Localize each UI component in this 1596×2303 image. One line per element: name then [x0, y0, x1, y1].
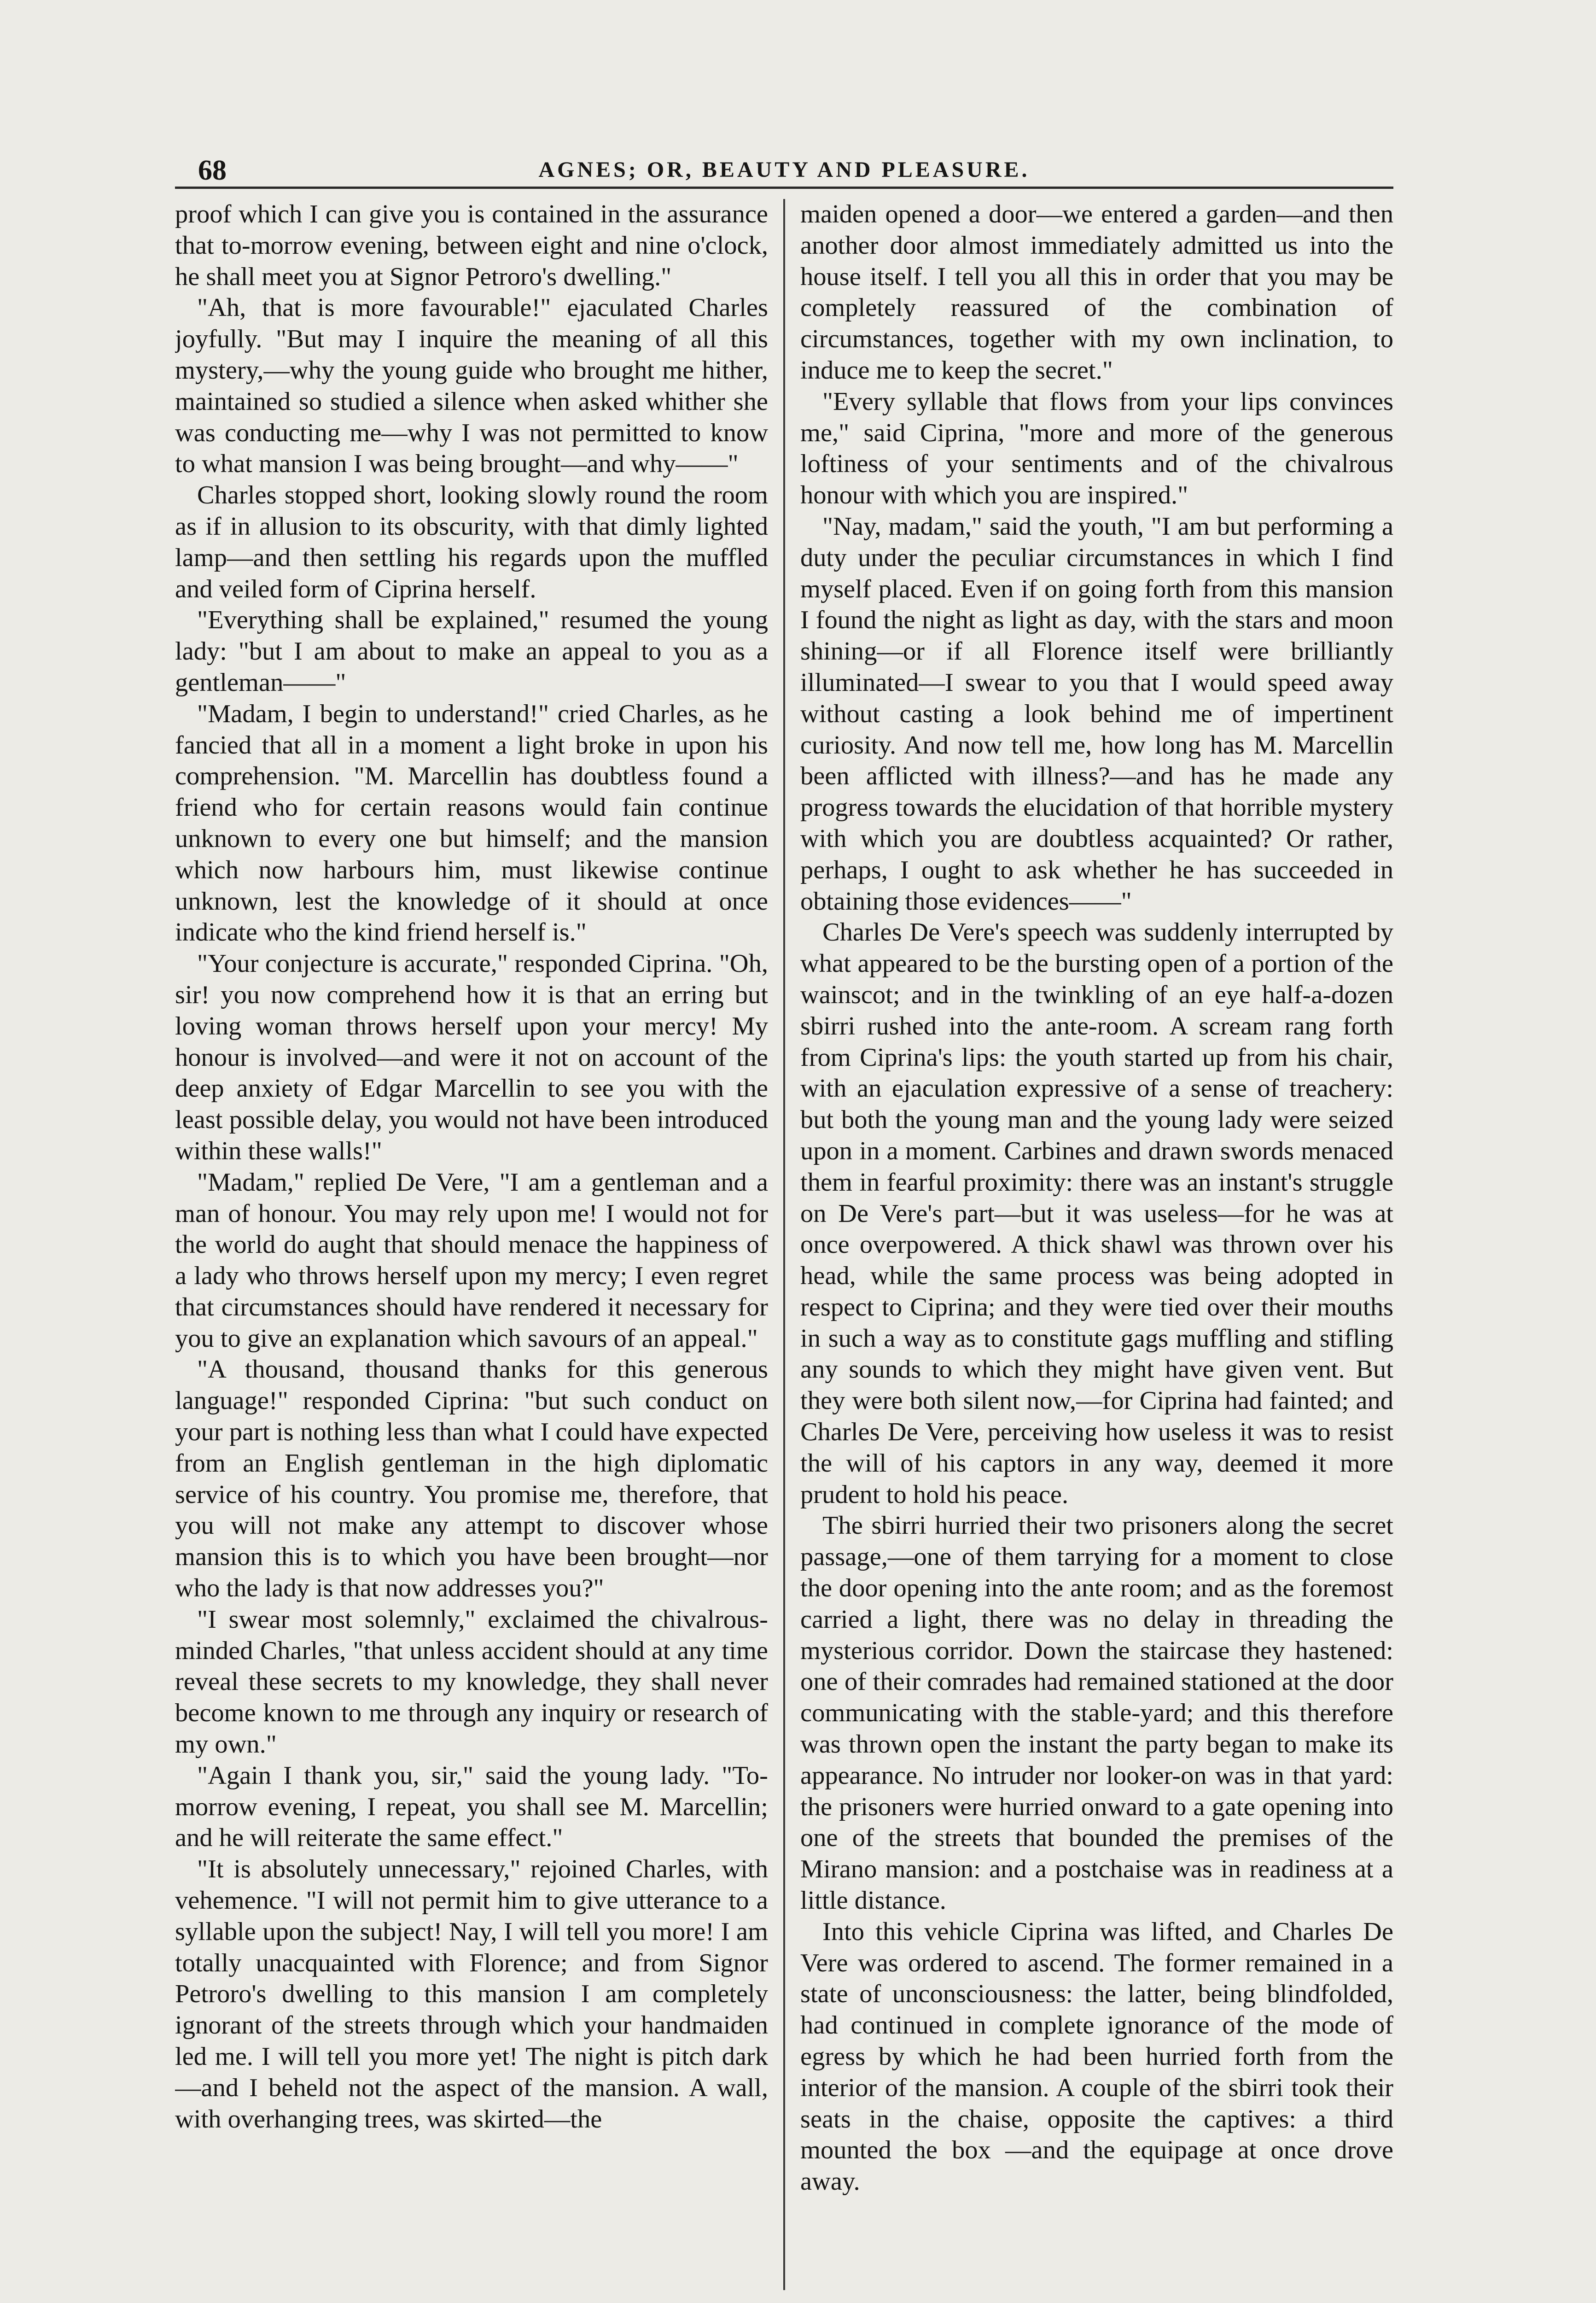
column-divider	[783, 199, 788, 2290]
text-columns	[175, 199, 1393, 2290]
paragraph: proof which I can give you is contained in the assurance that to-morrow evening, between eight and nine o'clock, he shall meet you at Signor Petroro's dwelling."	[175, 200, 768, 291]
paragraph: "Ah, that is more favourable!" ejaculated Charles joyfully. "But may I inquire the meaning of all this mystery,—why the young guide who brought me hither, maintained so studied a silence when asked whither she was conducting me—why I was not permitted to know to what mansion I was being brought—and why——"	[175, 293, 768, 479]
running-title: AGNES; OR, BEAUTY AND PLEASURE.	[538, 158, 1030, 182]
paragraph: "Everything shall be explained," resumed the young lady: "but I am about to make an appeal to you as a gentleman——"	[175, 606, 768, 697]
paragraph: maiden opened a door—we entered a garden—and then another door almost immediately admitted us into the house itself. I tell you all this in order that you may be completely reassured of the combination of circumstances, together with my own inclination, to induce me to keep the secret."	[800, 200, 1393, 385]
left-column	[175, 199, 768, 2290]
paragraph: "It is absolutely unnecessary," rejoined Charles, with vehemence. "I will not permit him to give utterance to a syllable upon the subject! Nay, I will tell you more! I am totally unacquainted with Florence; and from Signor Petroro's dwelling to this mansion I am completely ignorant of the streets through which your handmaiden led me. I will tell you more yet! The night is pitch dark—and I beheld not the aspect of the mansion. A wall, with overhanging trees, was skirted—the	[175, 1855, 768, 2133]
paragraph: "Madam, I begin to understand!" cried Charles, as he fancied that all in a moment a light broke in upon his comprehension. "M. Marcellin has doubtless found a friend who for certain reasons would fain continue unknown to every one but himself; and the mansion which now harbours him, must likewise continue unknown, lest the knowledge of it should at once indicate who the kind friend herself is."	[175, 699, 768, 947]
paragraph: Charles stopped short, looking slowly round the room as if in allusion to its obscurity, with that dimly lighted lamp—and then settling his regards upon the muffled and veiled form of Ciprina herself.	[175, 481, 768, 603]
running-head	[175, 154, 1393, 191]
paragraph: "Again I thank you, sir," said the young lady. "To-morrow evening, I repeat, you shall see M. Marcellin; and he will reiterate the same effect."	[175, 1761, 768, 1853]
paragraph: Charles De Vere's speech was suddenly interrupted by what appeared to be the bursting open of a portion of the wainscot; and in the twinkling of an eye half-a-dozen sbirri rushed into the ante-room. A scream rang forth from Ciprina's lips: the youth started up from his chair, with an ejaculation expressive of a sense of treachery: but both the young man and the young lady were seized upon in a moment. Carbines and drawn swords menaced them in fearful proximity: there was an instant's struggle on De Vere's part—but it was useless—for he was at once overpowered. A thick shawl was thrown over his head, while the same process was being adopted in respect to Ciprina; and they were tied over their mouths in such a way as to constitute gags muffling and stifling any sounds to which they might have given vent. But they were both silent now,—for Ciprina had fainted; and Charles De Vere, perceiving how useless it was to resist the will of his captors in any way, deemed it more prudent to hold his peace.	[800, 918, 1393, 1509]
paragraph: "A thousand, thousand thanks for this generous language!" responded Ciprina: "but such conduct on your part is nothing less than what I could have expected from an English gentleman in the high diplomatic service of his country. You promise me, therefore, that you will not make any attempt to discover whose mansion this is to which you have been brought—nor who the lady is that now addresses you?"	[175, 1355, 768, 1603]
paragraph: "Madam," replied De Vere, "I am a gentleman and a man of honour. You may rely upon me! I would not for the world do aught that should menace the happiness of a lady who throws herself upon my mercy; I even regret that circumstances should have rendered it necessary for you to give an explanation which savours of an appeal."	[175, 1168, 768, 1353]
page-number: 68	[198, 155, 227, 186]
paragraph: "Your conjecture is accurate," responded Ciprina. "Oh, sir! you now comprehend how it is that an erring but loving woman throws herself upon your mercy! My honour is involved—and were it not on account of the deep anxiety of Edgar Marcellin to see you with the least possible delay, you would not have been introduced within these walls!"	[175, 949, 768, 1165]
paragraph: "Every syllable that flows from your lips convinces me," said Ciprina, "more and more of the generous loftiness of your sentiments and of the chivalrous honour with which you are inspired."	[800, 387, 1393, 510]
paragraph: The sbirri hurried their two prisoners along the secret passage,—one of them tarrying for a moment to close the door opening into the ante room; and as the foremost carried a light, there was no delay in threading the mysterious corridor. Down the staircase they hastened: one of their comrades had remained stationed at the door communicating with the stable-yard; and this therefore was thrown open the instant the party began to make its appearance. No intruder nor looker-on was in that yard: the prisoners were hurried onward to a gate opening into one of the streets that bounded the premises of the Mirano mansion: and a postchaise was in readiness at a little distance.	[800, 1511, 1393, 1915]
right-column	[800, 199, 1393, 2290]
paragraph: "I swear most solemnly," exclaimed the chivalrous-minded Charles, "that unless accident should at any time reveal these secrets to my knowledge, they shall never become known to me through any inquiry or research of my own."	[175, 1605, 768, 1759]
paragraph: Into this vehicle Ciprina was lifted, and Charles De Vere was ordered to ascend. The former remained in a state of unconsciousness: the latter, being blindfolded, had continued in complete ignorance of the mode of egress by which he had been hurried forth from the interior of the mansion. A couple of the sbirri took their seats in the chaise, opposite the captives: a third mounted the box —and the equipage at once drove away.	[800, 1917, 1393, 2196]
paragraph: "Nay, madam," said the youth, "I am but performing a duty under the peculiar circumstances in which I find myself placed. Even if on going forth from this mansion I found the night as light as day, with the stars and moon shining—or if all Florence itself were brilliantly illuminated—I swear to you that I would speed away without casting a look behind me of impertinent curiosity. And now tell me, how long has M. Marcellin been afflicted with illness?—and has he made any progress towards the elucidation of that horrible mystery with which you are doubtless acquainted? Or rather, perhaps, I ought to ask whether he has succeeded in obtaining those evidences——"	[800, 512, 1393, 916]
header-rule	[175, 187, 1393, 189]
